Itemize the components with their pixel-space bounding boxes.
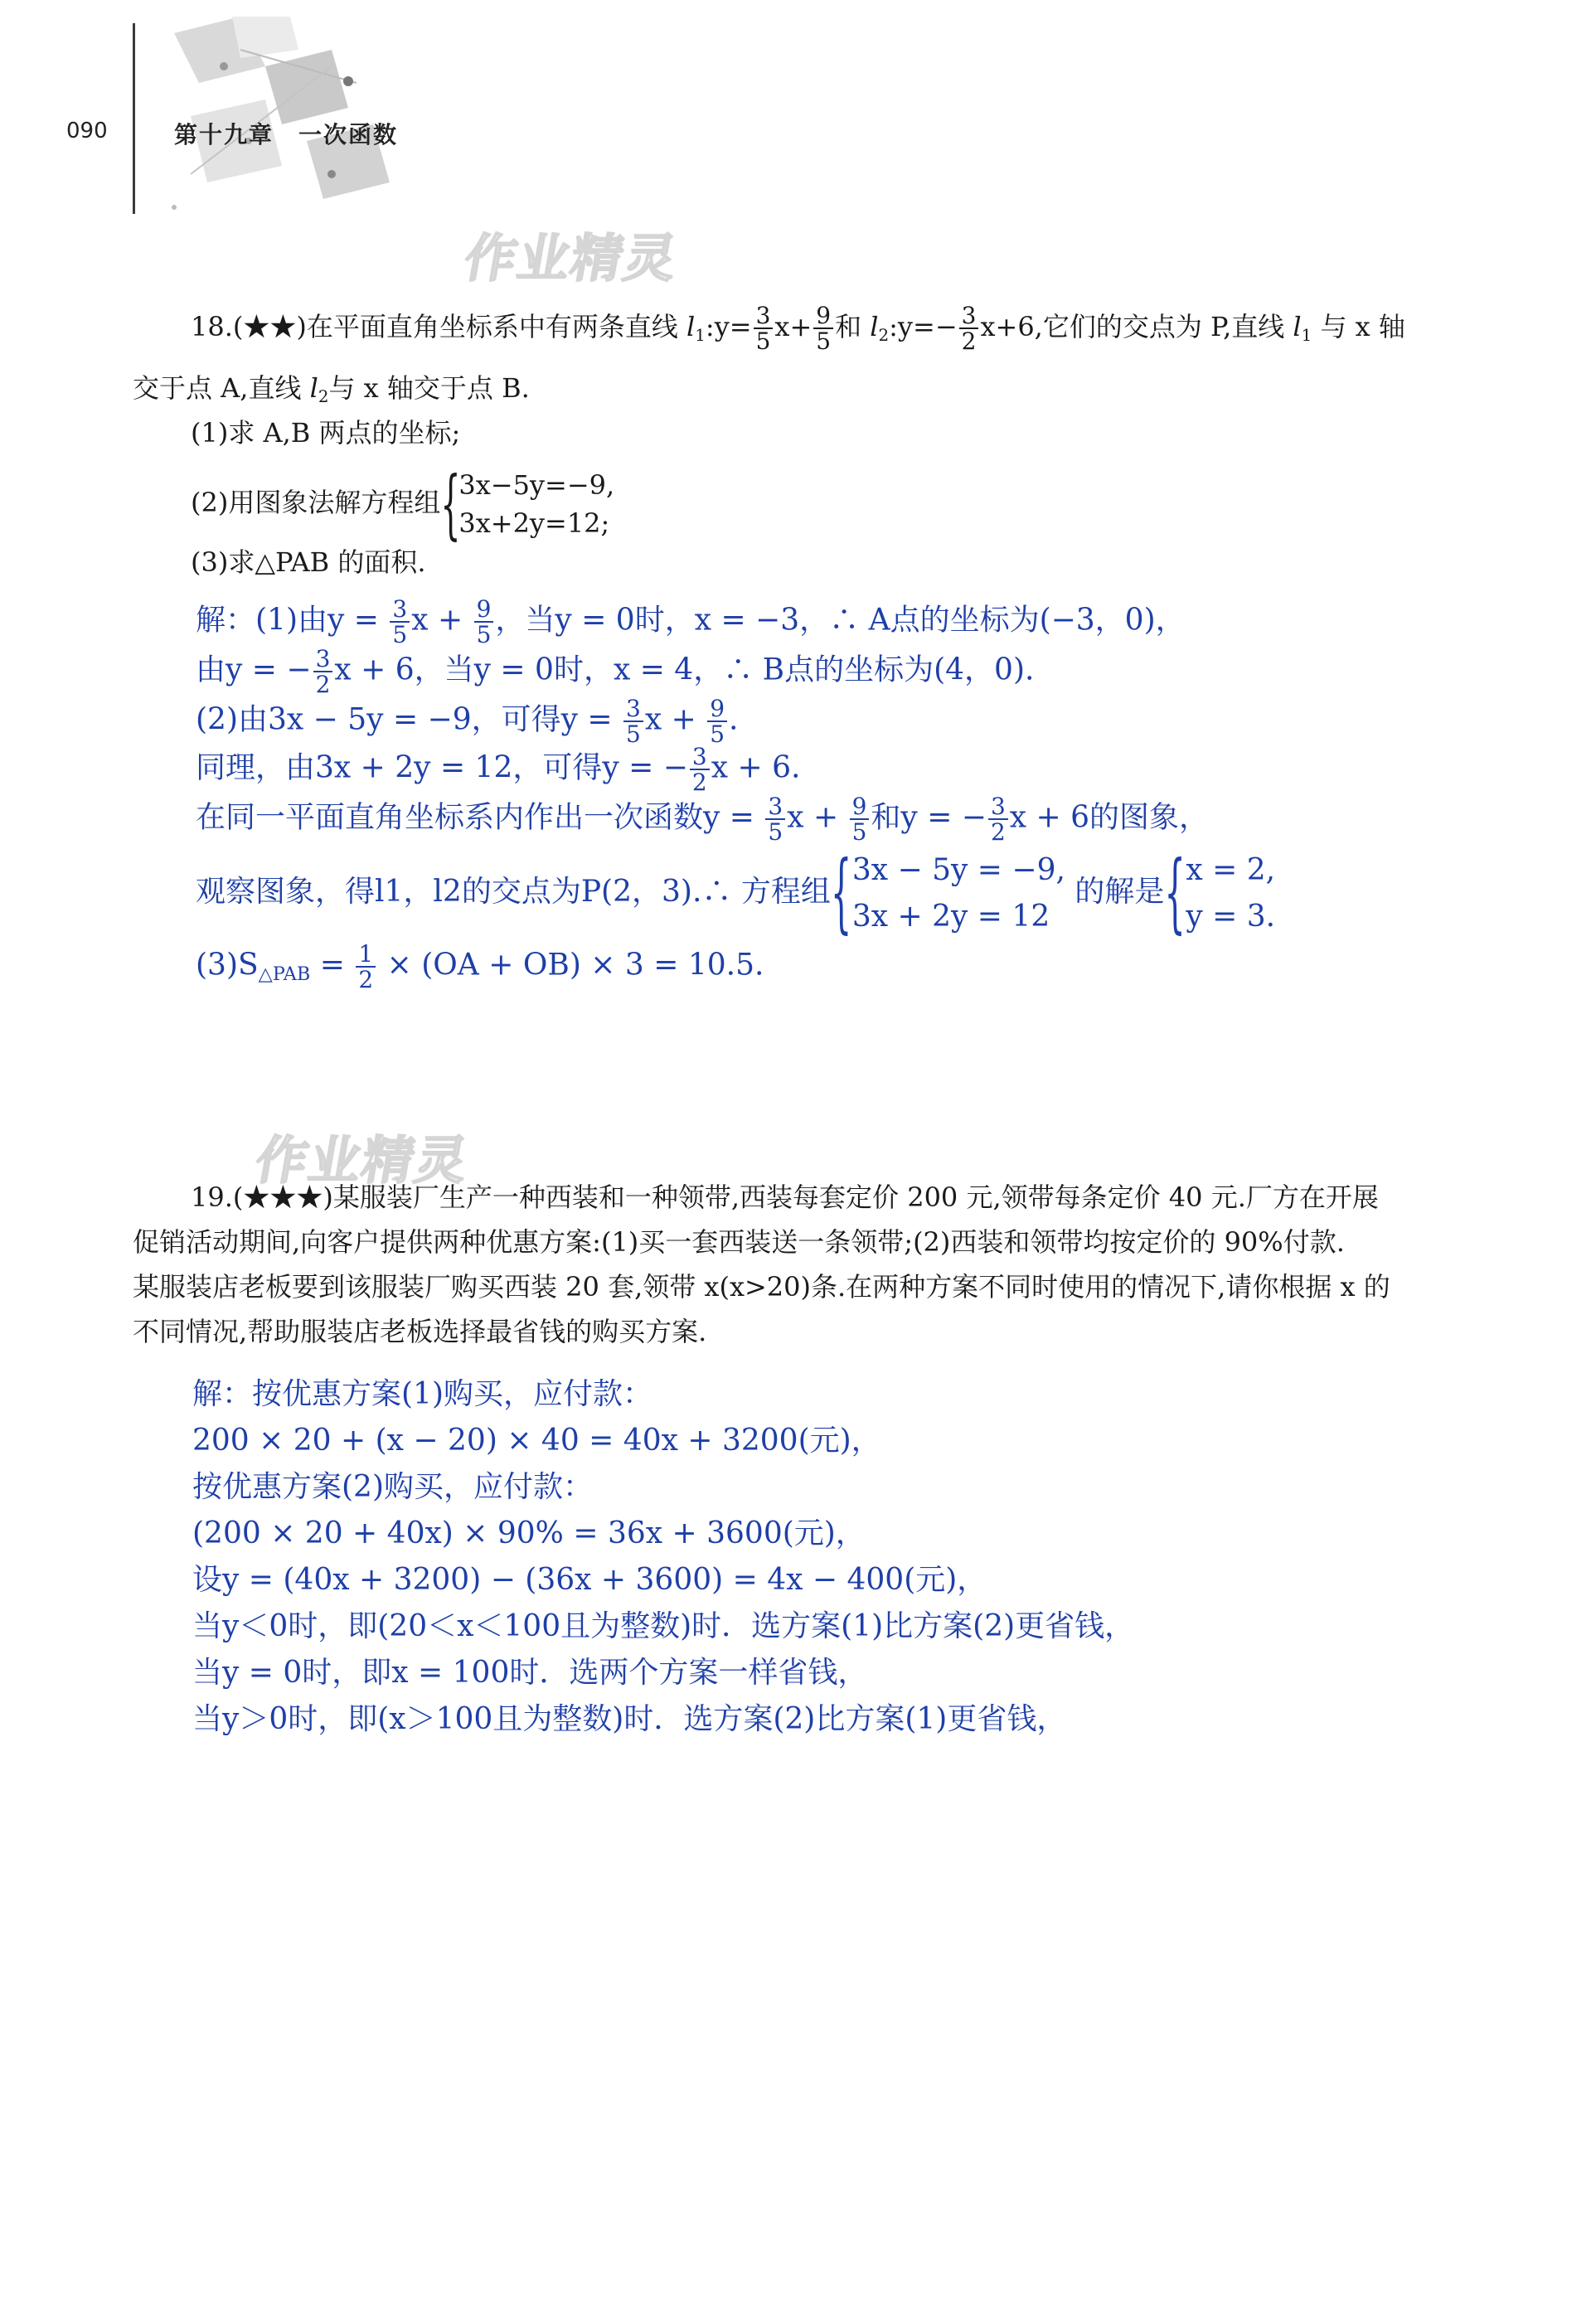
fraction: $\frac{9}{5}$ [850, 794, 870, 845]
q18-line1: 18.(★★)在平面直角坐标系中有两条直线 $l_1:y=$ $\frac{3}{5}$ x+ $\frac{9}{5}$ 和 $l_2:y=-$ $\frac{3}{2}$ x+6,它们的交点为 P,直线 $l_1$ 与 x 轴 [191, 302, 1405, 356]
a19-line1: 解：按优惠方案(1)购买，应付款： [192, 1377, 652, 1411]
a19-line7: 当y = 0时，即x = 100时．选两个方案一样省钱， [192, 1656, 868, 1690]
fraction: $\frac{1}{2}$ [356, 942, 376, 992]
fraction: $\frac{3}{2}$ [690, 745, 710, 795]
fraction: $\frac{3}{2}$ [313, 647, 333, 697]
fraction: $\frac{9}{5}$ [707, 696, 727, 747]
a19-line6: 当y＜0时，即(20＜x＜100且为整数)时．选方案(1)比方案(2)更省钱， [192, 1609, 1135, 1643]
watermark: 作业精灵 [250, 1130, 474, 1191]
fraction: $\frac{9}{5}$ [813, 303, 833, 354]
page-number: 090 [66, 119, 108, 143]
q19-line2: 促销活动期间,向客户提供两种优惠方案:(1)买一套西装送一条领带;(2)西装和领带均按定价的 90%付款. [133, 1226, 1345, 1258]
fraction: $\frac{3}{2}$ [988, 794, 1008, 845]
watermark: 作业精灵 [459, 228, 683, 289]
a18-line2: 由y = − $\frac{3}{2}$ x + 6，当y = 0时，x = 4，∴ B点的坐标为(4，0). [196, 645, 1035, 699]
q19-line1: 19.(★★★)某服装厂生产一种西装和一种领带,西装每套定价 200 元,领带每条定价 40 元.厂方在开展 [191, 1181, 1379, 1213]
q18-part2: (2)用图象法解方程组 { 3x−5y=−9, 3x+2y=12; [191, 460, 615, 549]
header-rule [133, 23, 135, 214]
q18-line2: 交于点 A,直线 $l_2$与 x 轴交于点 B. [133, 372, 530, 406]
fraction: $\frac{3}{2}$ [959, 303, 979, 354]
equation-system: { 3x−5y=−9, 3x+2y=12; [440, 460, 615, 549]
chapter-title: 第十九章 一次函数 [174, 121, 399, 148]
q19-line3: 某服装店老板要到该服装厂购买西装 20 套,领带 x(x>20)条.在两种方案不同时使用的情况下,请你根据 x 的 [133, 1271, 1390, 1303]
a18-line1: 解：(1)由y = $\frac{3}{5}$ x + $\frac{9}{5}$ ，当y = 0时，x = −3，∴ A点的坐标为(−3，0)， [196, 595, 1186, 649]
fraction: $\frac{3}{5}$ [765, 794, 785, 845]
a19-line4: (200 × 20 + 40x) × 90% = 36x + 3600(元)， [192, 1516, 866, 1550]
fraction: $\frac{3}{5}$ [623, 696, 643, 747]
a19-line8: 当y＞0时，即(x＞100且为整数)时．选方案(2)比方案(1)更省钱， [192, 1702, 1067, 1736]
a19-line2: 200 × 20 + (x − 20) × 40 = 40x + 3200(元)， [192, 1424, 881, 1458]
fraction: $\frac{3}{5}$ [390, 597, 410, 648]
a19-line3: 按优惠方案(2)购买，应付款： [192, 1470, 593, 1504]
a18-line4: 同理，由3x + 2y = 12，可得y = − $\frac{3}{2}$ x + 6. [196, 743, 801, 797]
solution-system: { x = 2, y = 3. [1164, 843, 1276, 944]
q18-part1: (1)求 A,B 两点的坐标; [191, 417, 461, 449]
a18-line5: 在同一平面直角坐标系内作出一次函数y = $\frac{3}{5}$ x + $\frac{9}{5}$ 和y = − $\frac{3}{2}$ x + 6的图象， [196, 793, 1210, 847]
a18-line3: (2)由3x − 5y = −9，可得y = $\frac{3}{5}$ x + $\frac{9}{5}$ . [196, 695, 739, 749]
a18-line6: 观察图象，得l1，l2的交点为P(2，3).∴ 方程组 { 3x − 5y = −9, 3x + 2y = 12 的解是 { x = 2, y = 3. [196, 843, 1276, 944]
q19-line4: 不同情况,帮助服装店老板选择最省钱的购买方案. [133, 1316, 707, 1347]
equation-system: { 3x − 5y = −9, 3x + 2y = 12 [830, 843, 1065, 944]
fraction: $\frac{9}{5}$ [474, 597, 494, 648]
a18-line7: $(3)S_{\triangle PAB}$ = $\frac{1}{2}$ × (OA + OB) × 3 = 10.5. [196, 940, 764, 994]
fraction: $\frac{3}{5}$ [754, 303, 774, 354]
a19-line5: 设y = (40x + 3200) − (36x + 3600) = 4x − 400(元)， [192, 1563, 987, 1597]
q18-part3: (3)求△PAB 的面积. [191, 546, 426, 578]
